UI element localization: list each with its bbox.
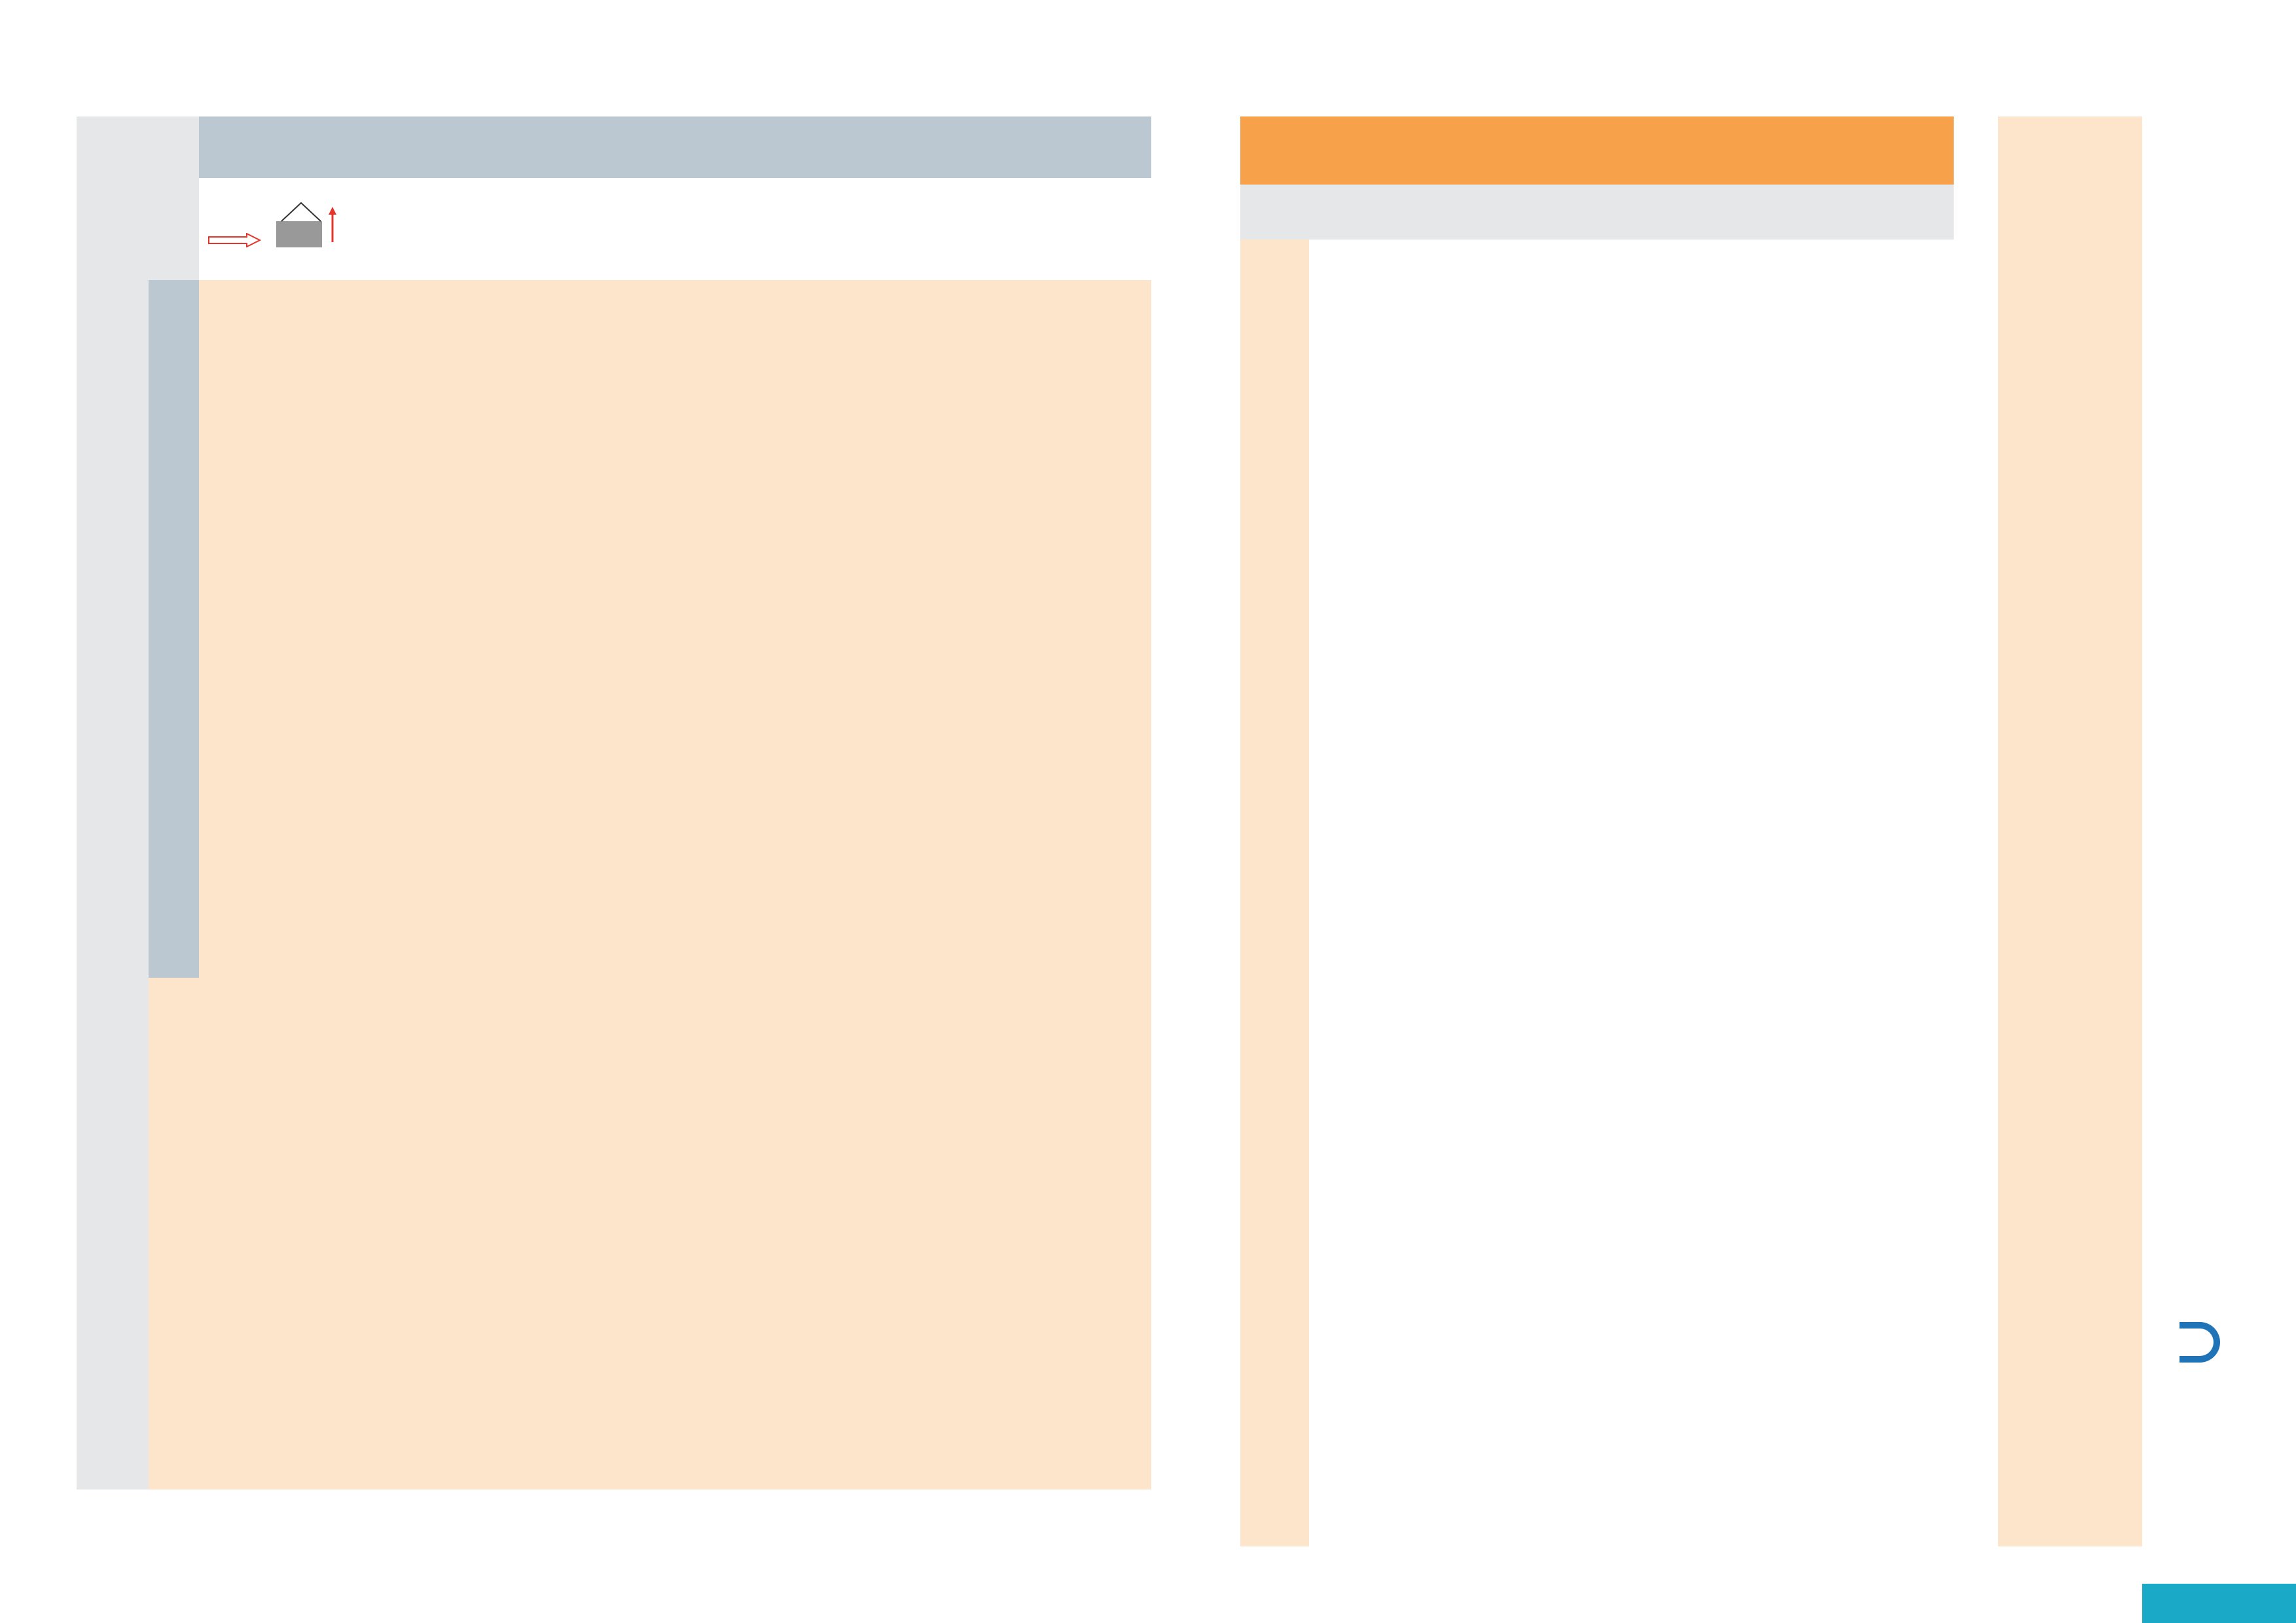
page-number [46, 1499, 65, 1544]
feed-header [204, 192, 270, 231]
depth-of-cut-icon [275, 196, 340, 249]
side-panel [1998, 116, 2142, 1546]
v45-label [1150, 846, 1176, 977]
correction-table [1240, 116, 1954, 1546]
feed-arrow-icon [207, 233, 261, 247]
v15-label-2 [1150, 1196, 1176, 1327]
header-band [199, 116, 1151, 178]
side-titles [2005, 1046, 2136, 1543]
v15-label-1 [1150, 495, 1176, 626]
correction-title-bar [1240, 116, 1954, 185]
bottom-bar [77, 1584, 2142, 1623]
pramet-logo [2177, 1322, 2224, 1548]
left-table [77, 116, 1151, 1489]
table-tabs [2010, 136, 2141, 254]
bottom-accent [2142, 1584, 2296, 1623]
